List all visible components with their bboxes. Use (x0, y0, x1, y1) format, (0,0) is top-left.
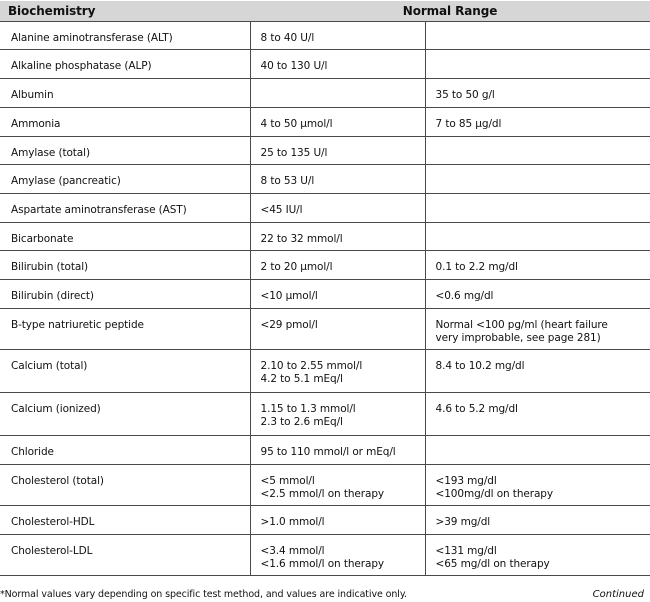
footnote: *Normal values vary depending on specific test method, and values are indicative only. (0, 589, 407, 600)
range-value: 0.1 to 2.2 mg/dl (435, 261, 518, 273)
table-header-row (0, 1, 650, 22)
si-range-cell (250, 309, 425, 350)
test-name-cell: Cholesterol-HDL (0, 506, 250, 535)
conventional-range-cell (425, 309, 650, 350)
conventional-range-cell (425, 137, 650, 165)
table-row (0, 22, 650, 50)
range-value: 35 to 50 g/l (435, 89, 495, 101)
range-value: <0.6 mg/dl (435, 290, 494, 302)
range-value: 22 to 32 mmol/l (260, 233, 343, 245)
table-row (0, 506, 650, 535)
test-name-cell: Aspartate aminotransferase (AST) (0, 194, 250, 223)
header-biochemistry: Biochemistry (0, 1, 250, 22)
test-name-cell: Cholesterol-LDL (0, 535, 250, 576)
conventional-range-cell (425, 465, 650, 506)
range-value: 1.15 to 1.3 mmol/l (260, 403, 356, 415)
test-name-cell: Bilirubin (total) (0, 251, 250, 280)
test-name-cell: Calcium (ionized) (0, 393, 250, 436)
test-name-cell: Calcium (total) (0, 350, 250, 393)
range-value: <100mg/dl on therapy (435, 488, 553, 500)
si-range-cell (250, 436, 425, 465)
si-range-cell (250, 393, 425, 436)
si-range-cell (250, 165, 425, 194)
conventional-range-cell (425, 535, 650, 576)
test-name-cell: Bilirubin (direct) (0, 280, 250, 309)
conventional-range-cell (425, 350, 650, 393)
si-range-cell (250, 535, 425, 576)
si-range-cell (250, 137, 425, 165)
table-body (0, 22, 650, 576)
table-row (0, 350, 650, 393)
test-name-cell: Amylase (pancreatic) (0, 165, 250, 194)
test-name-cell: Bicarbonate (0, 223, 250, 251)
table-row (0, 50, 650, 79)
range-value: 2.3 to 2.6 mEq/l (260, 416, 343, 428)
range-value: Normal <100 pg/ml (heart failure (435, 319, 608, 331)
range-value: <131 mg/dl (435, 545, 497, 557)
table-row (0, 436, 650, 465)
test-name-cell: Ammonia (0, 108, 250, 137)
conventional-range-cell (425, 393, 650, 436)
table-row (0, 535, 650, 576)
table-row (0, 194, 650, 223)
si-range-cell (250, 50, 425, 79)
range-value: 4 to 50 µmol/l (260, 118, 333, 130)
range-value: 7 to 85 µg/dl (435, 118, 502, 130)
si-range-cell (250, 251, 425, 280)
conventional-range-cell (425, 165, 650, 194)
range-value: 4.6 to 5.2 mg/dl (435, 403, 518, 415)
range-value: 95 to 110 mmol/l or mEq/l (260, 446, 396, 458)
range-value: <5 mmol/l (260, 475, 315, 487)
range-value: 40 to 130 U/l (260, 60, 328, 72)
test-name-cell: Albumin (0, 79, 250, 108)
si-range-cell (250, 506, 425, 535)
table-row (0, 223, 650, 251)
table-row (0, 108, 650, 137)
table-row (0, 251, 650, 280)
range-value: >39 mg/dl (435, 516, 491, 528)
si-range-cell (250, 108, 425, 137)
test-name-cell: Cholesterol (total) (0, 465, 250, 506)
conventional-range-cell (425, 251, 650, 280)
si-range-cell (250, 194, 425, 223)
table-row (0, 309, 650, 350)
conventional-range-cell (425, 280, 650, 309)
range-value: 8 to 53 U/l (260, 175, 315, 187)
conventional-range-cell (425, 79, 650, 108)
conventional-range-cell (425, 506, 650, 535)
test-name-cell: Amylase (total) (0, 137, 250, 165)
range-value: <1.6 mmol/l on therapy (260, 558, 385, 570)
range-value: <65 mg/dl on therapy (435, 558, 550, 570)
range-value: 2.10 to 2.55 mmol/l (260, 360, 363, 372)
range-value: >1.0 mmol/l (260, 516, 325, 528)
table-row (0, 79, 650, 108)
range-value: <193 mg/dl (435, 475, 497, 487)
table-row (0, 465, 650, 506)
si-range-cell (250, 350, 425, 393)
range-value: <3.4 mmol/l (260, 545, 325, 557)
table-row (0, 137, 650, 165)
si-range-cell (250, 465, 425, 506)
range-value: 8 to 40 U/l (260, 32, 315, 44)
conventional-range-cell (425, 50, 650, 79)
si-range-cell (250, 280, 425, 309)
range-value: <2.5 mmol/l on therapy (260, 488, 385, 500)
conventional-range-cell (425, 22, 650, 50)
range-value: 2 to 20 µmol/l (260, 261, 333, 273)
range-value: 4.2 to 5.1 mEq/l (260, 373, 343, 385)
test-name-cell: B-type natriuretic peptide (0, 309, 250, 350)
conventional-range-cell (425, 436, 650, 465)
range-value: 8.4 to 10.2 mg/dl (435, 360, 525, 372)
reference-range-table (0, 1, 650, 576)
header-normal-range: Normal Range (250, 1, 650, 22)
continued-label: Continued (592, 589, 644, 600)
conventional-range-cell (425, 223, 650, 251)
table-row (0, 165, 650, 194)
si-range-cell (250, 79, 425, 108)
range-value: <29 pmol/l (260, 319, 318, 331)
range-value: <45 IU/l (260, 204, 303, 216)
test-name-cell: Chloride (0, 436, 250, 465)
si-range-cell (250, 223, 425, 251)
si-range-cell (250, 22, 425, 50)
range-value: very improbable, see page 281) (435, 332, 601, 344)
test-name-cell: Alanine aminotransferase (ALT) (0, 22, 250, 50)
test-name-cell: Alkaline phosphatase (ALP) (0, 50, 250, 79)
table-row (0, 280, 650, 309)
conventional-range-cell (425, 194, 650, 223)
range-value: 25 to 135 U/l (260, 147, 328, 159)
range-value: <10 µmol/l (260, 290, 318, 302)
table-row (0, 393, 650, 436)
conventional-range-cell (425, 108, 650, 137)
